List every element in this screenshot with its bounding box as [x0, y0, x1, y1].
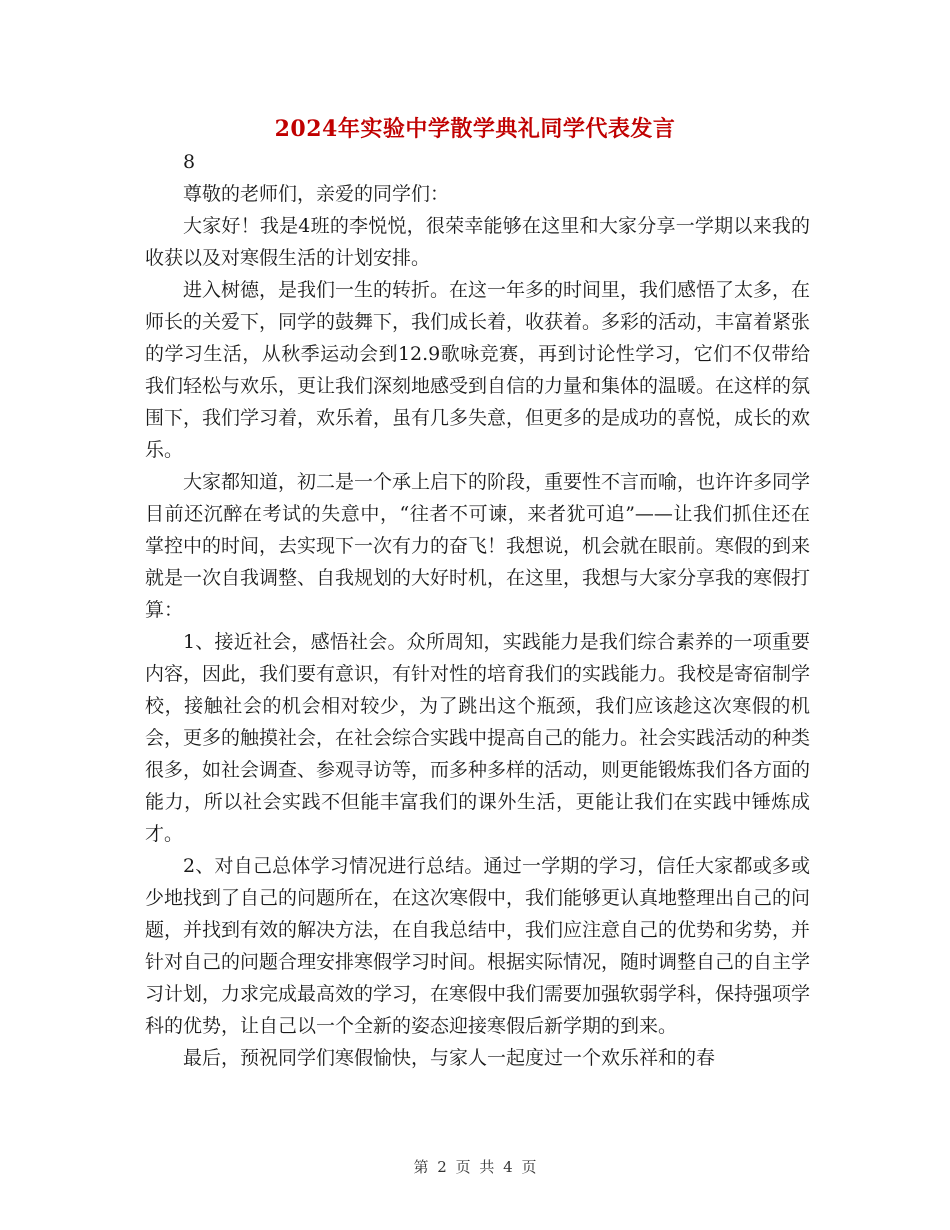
- page-footer: 第 2 页 共 4 页: [413, 1158, 537, 1176]
- paragraph-closing: 最后，预祝同学们寒假愉快，与家人一起度过一个欢乐祥和的春: [183, 1047, 716, 1069]
- paragraph-number: 8: [183, 151, 196, 173]
- document-body: [145, 146, 810, 1074]
- document-title: 2024年实验中学散学典礼同学代表发言: [274, 116, 676, 142]
- paragraph-plan-2: 2、对自己总体学习情况进行总结。通过一学期的学习，信任大家都或多或少地找到了自己的问题所在，在这次寒假中，我们能够更认真地整理出自己的问题，并找到有效的解决方法，在自我总结中，我们应注意自己的优势和劣势，并针对自己的问题合理安排寒假学习时间。根据实际情况，随时调整自己的自主学习计划，力求完成最高效的学习，在寒假中我们需要加强软弱学科，保持强项学科的优势，让自己以一个全新的姿态迎接寒假后新学期的到来。: [145, 855, 811, 1037]
- paragraph-salutation: 尊敬的老师们，亲爱的同学们：: [183, 183, 450, 205]
- paragraph-plan-1: 1、接近社会，感悟社会。众所周知，实践能力是我们综合素养的一项重要内容，因此，我们要有意识，有针对性的培育我们的实践能力。我校是寄宿制学校，接触社会的机会相对较少，为了跳出这个瓶颈，我们应该趁这次寒假的机会，更多的触摸社会，在社会综合实践中提高自己的能力。社会实践活动的种类很多，如社会调查、参观寻访等，而多种多样的活动，则更能锻炼我们各方面的能力，所以社会实践不但能丰富我们的课外生活，更能让我们在实践中锤炼成才。: [145, 631, 811, 845]
- paragraph-greeting: 大家好！我是4班的李悦悦，很荣幸能够在这里和大家分享一学期以来我的收获以及对寒假生活的计划安排。: [145, 215, 810, 269]
- paragraph-reflection: 进入树德，是我们一生的转折。在这一年多的时间里，我们感悟了太多，在师长的关爱下，同学的鼓舞下，我们成长着，收获着。多彩的活动，丰富着紧张的学习生活，从秋季运动会到12.9歌咏竞赛，再到讨论性学习，它们不仅带给我们轻松与欢乐，更让我们深刻地感受到自信的力量和集体的温暖。在这样的氛围下，我们学习着，欢乐着，虽有几多失意，但更多的是成功的喜悦，成长的欢乐。: [145, 279, 811, 461]
- paragraph-opportunity: 大家都知道，初二是一个承上启下的阶段，重要性不言而喻，也许许多同学目前还沉醉在考试的失意中，“往者不可谏，来者犹可追”——让我们抓住还在掌控中的时间，去实现下一次有力的奋飞！我想说，机会就在眼前。寒假的到来就是一次自我调整、自我规划的大好时机，在这里，我想与大家分享我的寒假打算：: [145, 471, 811, 621]
